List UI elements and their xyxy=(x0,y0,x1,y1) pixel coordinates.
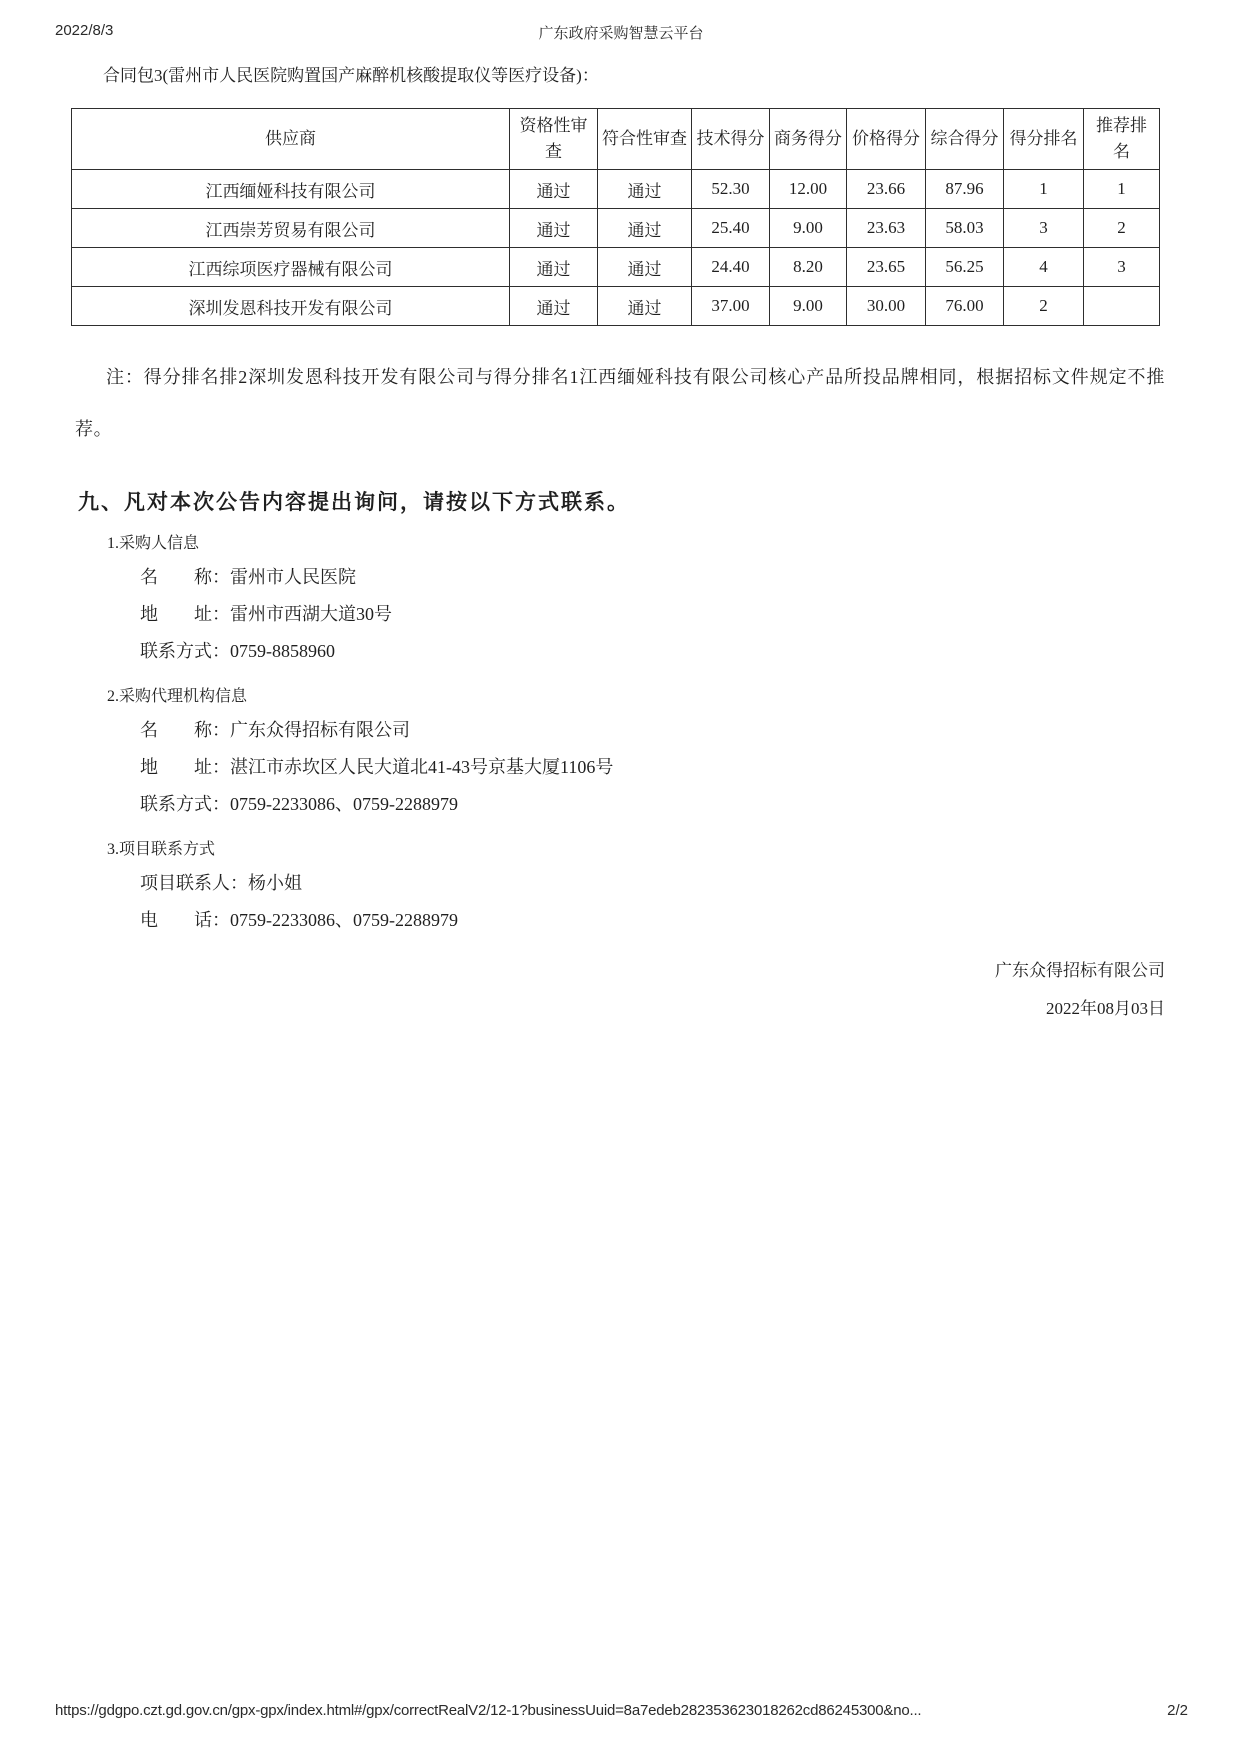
field-value: 雷州市西湖大道30号 xyxy=(230,604,392,624)
cell-business-score: 9.00 xyxy=(770,209,847,248)
column-header-comprehensive-score: 综合得分 xyxy=(926,109,1004,170)
cell-technical-score: 37.00 xyxy=(692,287,770,326)
cell-business-score: 8.20 xyxy=(770,248,847,287)
cell-technical-score: 25.40 xyxy=(692,209,770,248)
cell-supplier: 深圳发恩科技开发有限公司 xyxy=(72,287,510,326)
table-row xyxy=(72,287,1160,326)
table-header-row xyxy=(72,109,1160,170)
column-header-price-score: 价格得分 xyxy=(847,109,926,170)
purchaser-name-line xyxy=(140,559,1187,596)
agency-info-title: 2.采购代理机构信息 xyxy=(107,688,248,705)
column-header-supplier: 供应商 xyxy=(72,109,510,170)
contact-info xyxy=(55,529,1187,939)
cell-comprehensive-score: 87.96 xyxy=(926,170,1004,209)
column-header-qualification-review: 资格性审查 xyxy=(510,109,598,170)
cell-qualification: 通过 xyxy=(510,209,598,248)
table-row xyxy=(72,248,1160,287)
cell-comprehensive-score: 76.00 xyxy=(926,287,1004,326)
field-value: 杨小姐 xyxy=(248,873,302,893)
cell-qualification: 通过 xyxy=(510,287,598,326)
print-footer-url: https://gdgpo.czt.gd.gov.cn/gpx-gpx/index.html#/gpx/correctRealV2/12-1?businessUuid=8a7edeb282353623018262cd86245300&no... xyxy=(55,1702,922,1719)
cell-supplier: 江西崇芳贸易有限公司 xyxy=(72,209,510,248)
column-header-technical-score: 技术得分 xyxy=(692,109,770,170)
print-header-date: 2022/8/3 xyxy=(55,22,114,39)
cell-qualification: 通过 xyxy=(510,248,598,287)
field-label: 地 址： xyxy=(140,604,230,624)
field-label: 项目联系人： xyxy=(140,873,248,893)
field-value: 0759-2233086、0759-2288979 xyxy=(230,910,458,930)
cell-supplier: 江西缅娅科技有限公司 xyxy=(72,170,510,209)
table-row xyxy=(72,170,1160,209)
cell-price-score: 23.65 xyxy=(847,248,926,287)
cell-conformity: 通过 xyxy=(598,170,692,209)
cell-conformity: 通过 xyxy=(598,287,692,326)
cell-conformity: 通过 xyxy=(598,209,692,248)
field-label: 联系方式： xyxy=(140,641,230,661)
cell-business-score: 9.00 xyxy=(770,287,847,326)
print-header xyxy=(0,22,1242,42)
agency-address-line xyxy=(140,749,1187,786)
purchaser-address-line xyxy=(140,596,1187,633)
field-value: 0759-2233086、0759-2288979 xyxy=(230,794,458,814)
cell-price-score: 23.66 xyxy=(847,170,926,209)
purchaser-info-title: 1.采购人信息 xyxy=(107,535,200,552)
field-label: 名 称： xyxy=(140,567,230,587)
cell-recommend-rank: 3 xyxy=(1084,248,1160,287)
cell-score-rank: 1 xyxy=(1004,170,1084,209)
supplier-score-table xyxy=(71,108,1160,326)
signature-block xyxy=(55,952,1165,1028)
cell-recommend-rank: 1 xyxy=(1084,170,1160,209)
print-footer-page-number: 2/2 xyxy=(1167,1702,1188,1719)
cell-score-rank: 4 xyxy=(1004,248,1084,287)
cell-comprehensive-score: 58.03 xyxy=(926,209,1004,248)
column-header-conformity-review: 符合性审查 xyxy=(598,109,692,170)
cell-comprehensive-score: 56.25 xyxy=(926,248,1004,287)
column-header-recommend-rank: 推荐排名 xyxy=(1084,109,1160,170)
field-label: 联系方式： xyxy=(140,794,230,814)
cell-score-rank: 2 xyxy=(1004,287,1084,326)
column-header-score-rank: 得分排名 xyxy=(1004,109,1084,170)
cell-score-rank: 3 xyxy=(1004,209,1084,248)
cell-price-score: 30.00 xyxy=(847,287,926,326)
contract-package-title: 合同包3(雷州市人民医院购置国产麻醉机核酸提取仪等医疗设备)： xyxy=(103,66,599,85)
field-value: 广东众得招标有限公司 xyxy=(230,720,410,740)
cell-conformity: 通过 xyxy=(598,248,692,287)
field-label: 地 址： xyxy=(140,757,230,777)
cell-technical-score: 24.40 xyxy=(692,248,770,287)
cell-recommend-rank: 2 xyxy=(1084,209,1160,248)
cell-price-score: 23.63 xyxy=(847,209,926,248)
table-row xyxy=(72,209,1160,248)
purchaser-contact-line xyxy=(140,633,1187,670)
agency-contact-line xyxy=(140,786,1187,823)
agency-name-line xyxy=(140,712,1187,749)
cell-business-score: 12.00 xyxy=(770,170,847,209)
cell-qualification: 通过 xyxy=(510,170,598,209)
cell-supplier: 江西综项医疗器械有限公司 xyxy=(72,248,510,287)
document-content xyxy=(55,64,1187,1028)
project-phone-line xyxy=(140,902,1187,939)
cell-recommend-rank xyxy=(1084,287,1160,326)
column-header-business-score: 商务得分 xyxy=(770,109,847,170)
signature-company: 广东众得招标有限公司 xyxy=(995,961,1165,980)
field-value: 雷州市人民医院 xyxy=(230,567,356,587)
section-nine-heading: 九、凡对本次公告内容提出询问，请按以下方式联系。 xyxy=(78,490,630,514)
field-value: 0759-8858960 xyxy=(230,641,335,661)
project-contact-person-line xyxy=(140,865,1187,902)
note-paragraph: 注：得分排名排2深圳发恩科技开发有限公司与得分排名1江西缅娅科技有限公司核心产品所投品牌相同，根据招标文件规定不推荐。 xyxy=(75,367,1165,439)
field-value: 湛江市赤坎区人民大道北41-43号京基大厦1106号 xyxy=(230,757,614,777)
print-footer xyxy=(0,1702,1242,1724)
signature-date: 2022年08月03日 xyxy=(1046,999,1165,1018)
project-contact-title: 3.项目联系方式 xyxy=(107,841,216,858)
print-header-site-title: 广东政府采购智慧云平台 xyxy=(538,25,704,42)
cell-technical-score: 52.30 xyxy=(692,170,770,209)
field-label: 名 称： xyxy=(140,720,230,740)
field-label: 电 话： xyxy=(140,910,230,930)
